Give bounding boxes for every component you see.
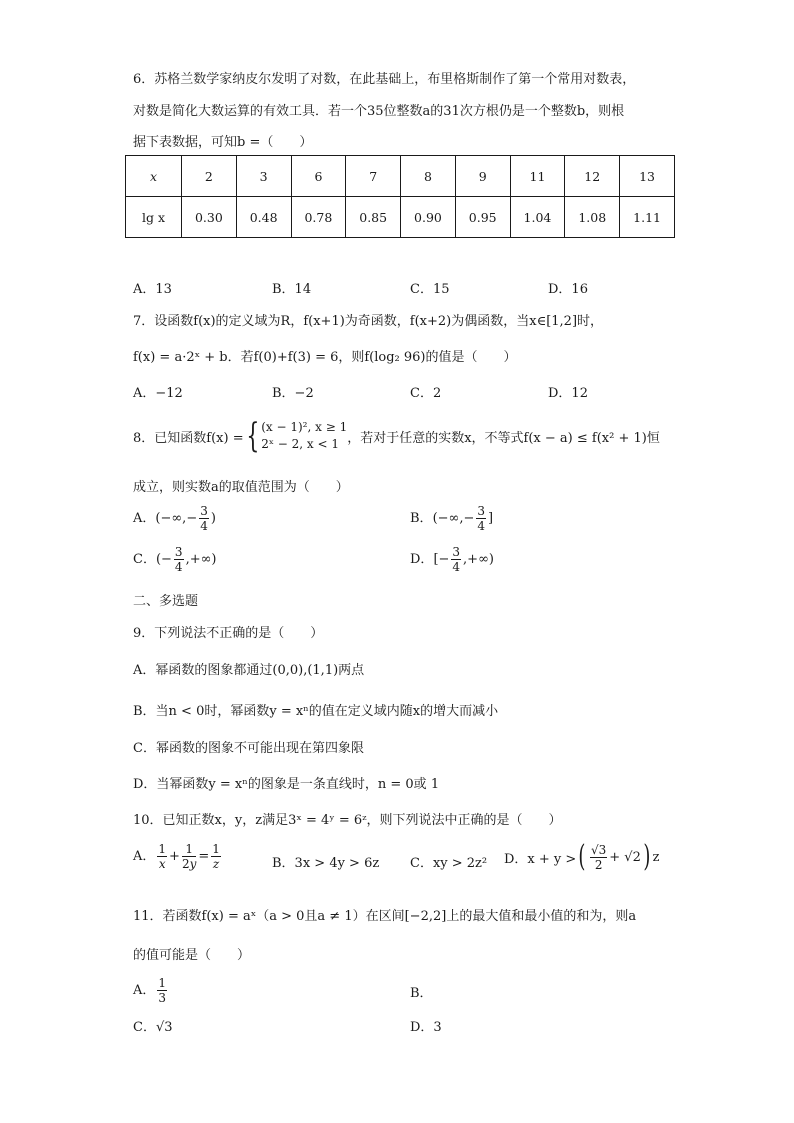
- q6-option-c: C．15: [410, 282, 450, 297]
- table-cell: 12: [565, 156, 620, 197]
- q6-stem-line2: 对数是简化大数运算的有效工具．若一个35位整数a的31次方根仍是一个整数b，则根: [133, 104, 625, 119]
- table-header-x: x: [126, 156, 182, 197]
- q8-suffix: ，若对于任意的实数x，不等式f(x − a) ≤ f(x² + 1)恒: [347, 430, 660, 446]
- table-cell: 0.85: [346, 197, 401, 238]
- piece-1: (x − 1)², x ≥ 1: [261, 420, 348, 434]
- q8-option-a: A．(−∞,− $\frac{3}{4}$ ): [133, 504, 216, 533]
- table-cell: 0.90: [401, 197, 456, 238]
- table-cell: 7: [346, 156, 401, 197]
- table-row-lg: [126, 197, 675, 238]
- table-cell: 13: [620, 156, 675, 197]
- table-cell: 6: [291, 156, 346, 197]
- q8-option-c: C．(− $\frac{3}{4}$ ,+∞): [133, 545, 217, 574]
- table-cell: 0.95: [455, 197, 510, 238]
- q7-stem-line2: f(x) = a·2ˣ + b．若f(0)+f(3) = 6，则f(log₂ 96)的值是（ ）: [133, 350, 517, 365]
- section-heading: 二、多选题: [133, 594, 199, 609]
- q9-option-c: C．幂函数的图象不可能出现在第四象限: [133, 741, 364, 756]
- q7-option-a: A．−12: [133, 386, 183, 401]
- q10-option-a: A． $\frac{1}{x}$ + $\frac{1}{2y}$ = $\frac{1}{z}$: [133, 842, 220, 871]
- q9-option-a: A．幂函数的图象都通过(0,0),(1,1)两点: [133, 663, 365, 678]
- log-table: [125, 155, 675, 238]
- q9-stem: 9．下列说法不正确的是（ ）: [133, 626, 324, 641]
- q11-option-d: D．3: [410, 1020, 442, 1035]
- q7-option-c: C．2: [410, 386, 442, 401]
- q8-stem-line1: [133, 416, 660, 456]
- table-cell: 1.08: [565, 197, 620, 238]
- piece-2: 2ˣ − 2, x < 1: [261, 437, 339, 451]
- piecewise-definition: [261, 419, 347, 453]
- q11-option-b: B．: [410, 986, 433, 1001]
- q6-stem-line1: 6．苏格兰数学家纳皮尔发明了对数，在此基础上，布里格斯制作了第一个常用对数表，: [133, 72, 636, 87]
- q6-option-d: D．16: [548, 282, 588, 297]
- q10-option-c: C．xy > 2z²: [410, 856, 488, 871]
- q10-option-d: D．x + y > ( $\frac{√3}{2}$ + √2 ) z: [504, 839, 660, 874]
- q7-stem-line1: 7．设函数f(x)的定义域为R，f(x+1)为奇函数，f(x+2)为偶函数，当x∈[1,2]时，: [133, 314, 604, 329]
- table-cell: 0.30: [182, 197, 237, 238]
- q8-stem-line2: 成立，则实数a的取值范围为（ ）: [133, 480, 349, 495]
- table-cell: 0.78: [291, 197, 346, 238]
- table-cell: 0.48: [236, 197, 291, 238]
- left-brace: {: [245, 416, 259, 456]
- table-cell: 8: [401, 156, 456, 197]
- q8-option-b: B．(−∞,− $\frac{3}{4}$ ]: [410, 504, 494, 533]
- q7-option-b: B．−2: [272, 386, 314, 401]
- q10-stem: 10．已知正数x，y，z满足3ˣ = 4ʸ = 6ᶻ，则下列说法中正确的是（ ）: [133, 813, 562, 828]
- q8-prefix: 8．已知函数f(x) =: [133, 430, 244, 446]
- q6-option-a: A．13: [133, 282, 172, 297]
- table-cell: 1.11: [620, 197, 675, 238]
- q11-stem-line2: 的值可能是（ ）: [133, 948, 251, 963]
- table-cell: 1.04: [510, 197, 565, 238]
- q11-option-c: C．√3: [133, 1020, 173, 1035]
- q9-option-d: D．当幂函数y = xⁿ的图象是一条直线时，n = 0或 1: [133, 777, 440, 792]
- q7-option-d: D．12: [548, 386, 588, 401]
- q11-stem-line1: 11．若函数f(x) = aˣ（a > 0且a ≠ 1）在区间[−2,2]上的最大值和最小值的和为，则a: [133, 909, 637, 924]
- table-cell: 2: [182, 156, 237, 197]
- table-cell: 11: [510, 156, 565, 197]
- q6-stem-line3: 据下表数据，可知b =（ ）: [133, 135, 313, 150]
- table-row-x: [126, 156, 675, 197]
- q6-option-b: B．14: [272, 282, 312, 297]
- q10-option-b: B．3x > 4y > 6z: [272, 856, 380, 871]
- table-header-lg: lg x: [126, 197, 182, 238]
- q9-option-b: B．当n < 0时，幂函数y = xⁿ的值在定义域内随x的增大而减小: [133, 704, 499, 719]
- q11-option-a: A． $\frac{1}{3}$: [133, 976, 167, 1005]
- table-cell: 9: [455, 156, 510, 197]
- table-cell: 3: [236, 156, 291, 197]
- q8-option-d: D．[− $\frac{3}{4}$ ,+∞): [410, 545, 494, 574]
